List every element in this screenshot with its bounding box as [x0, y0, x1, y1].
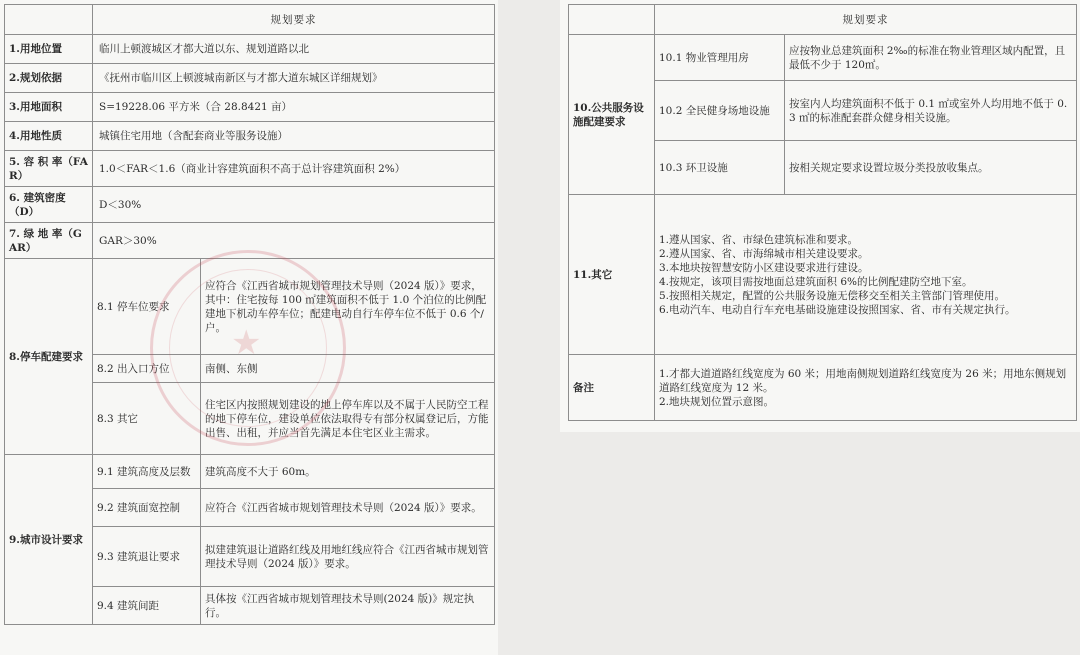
parking-item-label: 8.3 其它: [93, 383, 201, 455]
row-value-green-ratio: GAR＞30%: [93, 223, 495, 259]
parking-item-value: 住宅区内按照规划建设的地上停车库以及不属于人民防空工程的地下停车位，建设单位依法取得专有部分权属登记后，方能出售、出租，并应当首先满足本住宅区业主需求。: [201, 383, 495, 455]
row-value-location: 临川上顿渡城区才都大道以东、规划道路以北: [93, 35, 495, 64]
list-item: 6.电动汽车、电动自行车充电基础设施建设按照国家、省、市有关规定执行。: [659, 303, 1016, 316]
design-item-label: 9.3 建筑退让要求: [93, 527, 201, 587]
public-item-value: 按室内人均建筑面积不低于 0.1 ㎡或室外人均用地不低于 0.3 ㎡的标准配套群众健身相关设施。: [785, 81, 1077, 141]
list-item: 2.地块规划位置示意图。: [659, 395, 775, 408]
design-item-label: 9.4 建筑间距: [93, 587, 201, 625]
list-item: 2.遵从国家、省、市海绵城市相关建设要求。: [659, 247, 869, 260]
remarks-list: [655, 355, 1077, 421]
parking-item-value: 南侧、东侧: [201, 355, 495, 383]
parking-item-value: 应符合《江西省城市规划管理技术导则（2024 版）》要求，其中：住宅按每 100 ㎡建筑面积不低于 1.0 个泊位的比例配建地下机动车停车位；配建电动自行车停车位不低于 0.6 个/户。: [201, 259, 495, 355]
section-label-parking: 8.停车配建要求: [5, 259, 93, 455]
section-label-remarks: 备注: [569, 355, 655, 421]
header-empty-cell: [5, 5, 93, 35]
row-label-far: 5. 容 积 率（FAR）: [5, 151, 93, 187]
public-item-label: 10.2 全民健身场地设施: [655, 81, 785, 141]
list-item: 3.本地块按智慧安防小区建设要求进行建设。: [659, 261, 869, 274]
list-item: 1.才都大道道路红线宽度为 60 米；用地南侧规划道路红线宽度为 26 米；用地东侧规划道路红线宽度为 12 米。: [659, 367, 1067, 394]
row-value-far: 1.0＜FAR＜1.6（商业计容建筑面积不高于总计容建筑面积 2%）: [93, 151, 495, 187]
section-label-public-facilities: 10.公共服务设施配建要求: [569, 35, 655, 195]
row-value-density: D＜30%: [93, 187, 495, 223]
planning-requirements-table-right: [568, 4, 1077, 421]
design-item-value: 拟建建筑退让道路红线及用地红线应符合《江西省城市规划管理技术导则（2024 版）》要求。: [201, 527, 495, 587]
list-item: 4.按规定，该项目需按地面总建筑面积 6%的比例配建防空地下室。: [659, 275, 973, 288]
other-requirements-list: [655, 195, 1077, 355]
table-header: 规划要求: [655, 5, 1077, 35]
design-item-value: 建筑高度不大于 60m。: [201, 455, 495, 489]
public-item-value: 应按物业总建筑面积 2‰的标准在物业管理区域内配置，且最低不少于 120㎡。: [785, 35, 1077, 81]
header-empty-cell: [569, 5, 655, 35]
section-label-other: 11.其它: [569, 195, 655, 355]
planning-requirements-table-left: [4, 4, 495, 625]
row-value-basis: 《抚州市临川区上顿渡城南新区与才都大道东城区详细规划》: [93, 64, 495, 93]
row-label-land-use: 4.用地性质: [5, 122, 93, 151]
row-label-basis: 2.规划依据: [5, 64, 93, 93]
design-item-value: 应符合《江西省城市规划管理技术导则（2024 版）》要求。: [201, 489, 495, 527]
row-value-land-use: 城镇住宅用地（含配套商业等服务设施）: [93, 122, 495, 151]
public-item-label: 10.1 物业管理用房: [655, 35, 785, 81]
row-label-green-ratio: 7. 绿 地 率（GAR）: [5, 223, 93, 259]
parking-item-label: 8.2 出入口方位: [93, 355, 201, 383]
list-item: 1.遵从国家、省、市绿色建筑标准和要求。: [659, 233, 859, 246]
public-item-label: 10.3 环卫设施: [655, 141, 785, 195]
public-item-value: 按相关规定要求设置垃圾分类投放收集点。: [785, 141, 1077, 195]
section-label-urban-design: 9.城市设计要求: [5, 455, 93, 625]
table-header: 规划要求: [93, 5, 495, 35]
design-item-label: 9.1 建筑高度及层数: [93, 455, 201, 489]
design-item-label: 9.2 建筑面宽控制: [93, 489, 201, 527]
design-item-value: 具体按《江西省城市规划管理技术导则(2024 版)》规定执行。: [201, 587, 495, 625]
list-item: 5.按照相关规定，配置的公共服务设施无偿移交至相关主管部门管理使用。: [659, 289, 1006, 302]
parking-item-label: 8.1 停车位要求: [93, 259, 201, 355]
row-label-area: 3.用地面积: [5, 93, 93, 122]
row-value-area: S=19228.06 平方米（合 28.8421 亩）: [93, 93, 495, 122]
row-label-density: 6. 建筑密度（D）: [5, 187, 93, 223]
row-label-location: 1.用地位置: [5, 35, 93, 64]
